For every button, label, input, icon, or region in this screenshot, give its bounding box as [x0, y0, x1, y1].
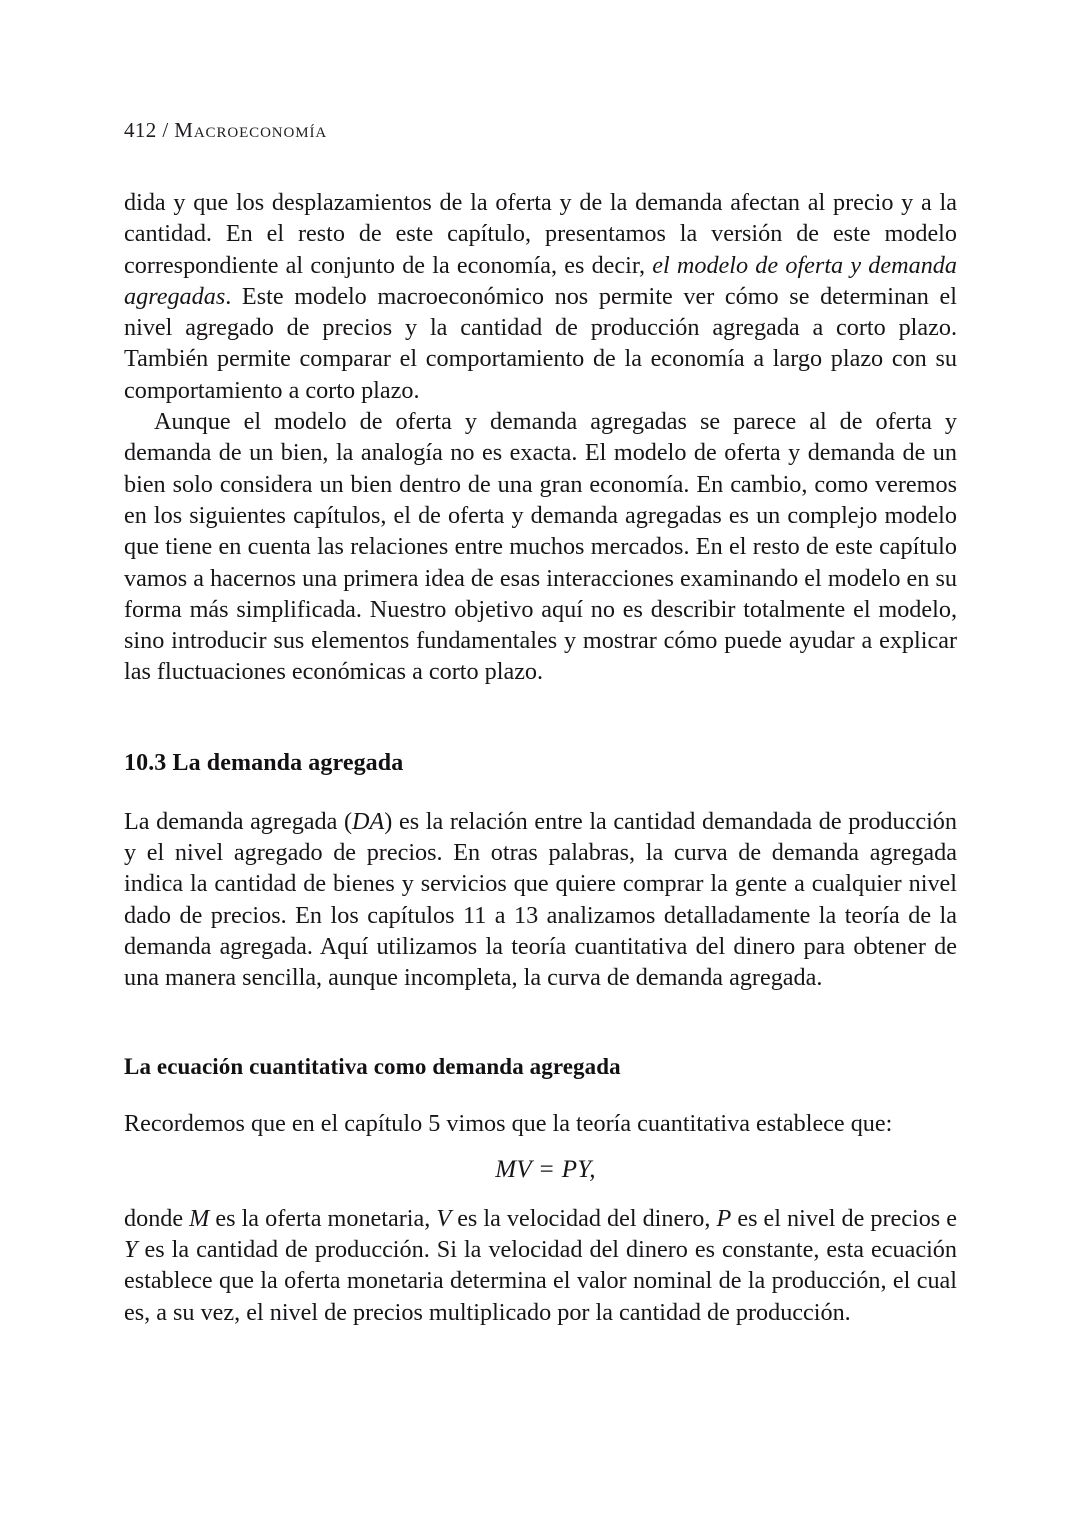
spacer-before-equation — [124, 1139, 957, 1153]
variable-v: V — [436, 1204, 452, 1232]
closing-part-4: es el nivel de precios e — [731, 1204, 957, 1232]
spacer-after-equation — [124, 1187, 957, 1203]
section-paragraph — [124, 806, 957, 994]
spacer-after-section-heading — [124, 778, 957, 806]
page-folio: 412 — [124, 118, 157, 142]
closing-part-2: es la oferta monetaria, — [209, 1204, 437, 1232]
variable-m: M — [189, 1204, 210, 1232]
page-content — [124, 118, 957, 1328]
spacer-before-subsection-heading — [124, 994, 957, 1052]
subsection-intro-paragraph: Recordemos que en el capítulo 5 vimos que la teoría cuantitativa establece que: — [124, 1109, 893, 1137]
variable-p: P — [716, 1204, 732, 1232]
section-heading-10-3: 10.3 La demanda agregada — [124, 749, 404, 776]
closing-part-1: donde — [124, 1204, 190, 1232]
variable-y: Y — [124, 1236, 138, 1264]
subsection-closing-paragraph — [124, 1203, 957, 1328]
closing-part-3: es la velocidad del dinero, — [451, 1204, 717, 1232]
section-paragraph-part-2: ) es la relación entre la cantidad demandada de producción y el nivel agregado de precios. En otras palabras, la curva de demanda agregada indica la cantidad de bienes y servicios que quiere comprar la gente a cualquier nivel dado de precios. En los capítulos 11 a 13 analizamos detalladamente la teoría de la demanda agregada. Aquí utilizamos la teoría cuantitativa del dinero para obtener de una manera sencilla, aunque incompleta, la curva de demanda agregada. — [124, 807, 957, 992]
closing-part-5: es la cantidad de producción. Si la velocidad del dinero es constante, esta ecuación establece que la oferta monetaria determina el valor nominal de la producción, el cual es, a su vez, el nivel de precios multiplicado por la cantidad de producción. — [124, 1236, 957, 1326]
section-paragraph-part-1: La demanda agregada ( — [124, 807, 353, 835]
running-head — [124, 118, 957, 143]
emphasis-modelo-oferta-demanda-agregadas: el modelo de oferta y demanda agregadas — [124, 251, 957, 310]
subsection-heading-ecuacion-cuantitativa: La ecuación cuantitativa como demanda agregada — [124, 1053, 621, 1079]
paragraph-2: Aunque el modelo de oferta y demanda agregadas se parece al de oferta y demanda de un bien, la analogía no es exacta. El modelo de oferta y demanda de un bien solo considera un bien dentro de una gran economía. En cambio, como veremos en los siguientes capítulos, el de oferta y demanda agregadas es un complejo modelo que tiene en cuenta las relaciones entre muchos mercados. En el resto de este capítulo vamos a hacernos una primera idea de esas interacciones examinando el modelo en su forma más simplificada. Nuestro objetivo aquí no es describir totalmente el modelo, sino introducir sus elementos fundamentales y mostrar cómo puede ayudar a explicar las fluctuaciones económicas a corto plazo. — [124, 408, 957, 686]
paragraph-1-text-part-2: . Este modelo macroeconómico nos permite ver cómo se determinan el nivel agregado de precios y la cantidad de producción agregada a corto plazo. También permite comparar el comportamiento de la economía a largo plazo con su comportamiento a corto plazo. — [124, 282, 957, 404]
paragraph-1-text-part-1: dida y que los desplazamientos de la oferta y de la demanda afectan al precio y a la cantidad. En el resto de este capítulo, presentamos la versión de este modelo correspondiente al conjunto de la economía, es decir, — [124, 189, 957, 279]
book-title: Macroeconomía — [174, 118, 328, 142]
spacer-before-section-heading — [124, 688, 957, 748]
running-head-separator: / — [156, 118, 175, 142]
paragraph-continuation — [124, 187, 957, 406]
equation-quantity-theory: MV = PY, — [495, 1155, 596, 1183]
spacer-after-subsection-heading — [124, 1082, 957, 1108]
abbreviation-da: DA — [352, 807, 385, 835]
